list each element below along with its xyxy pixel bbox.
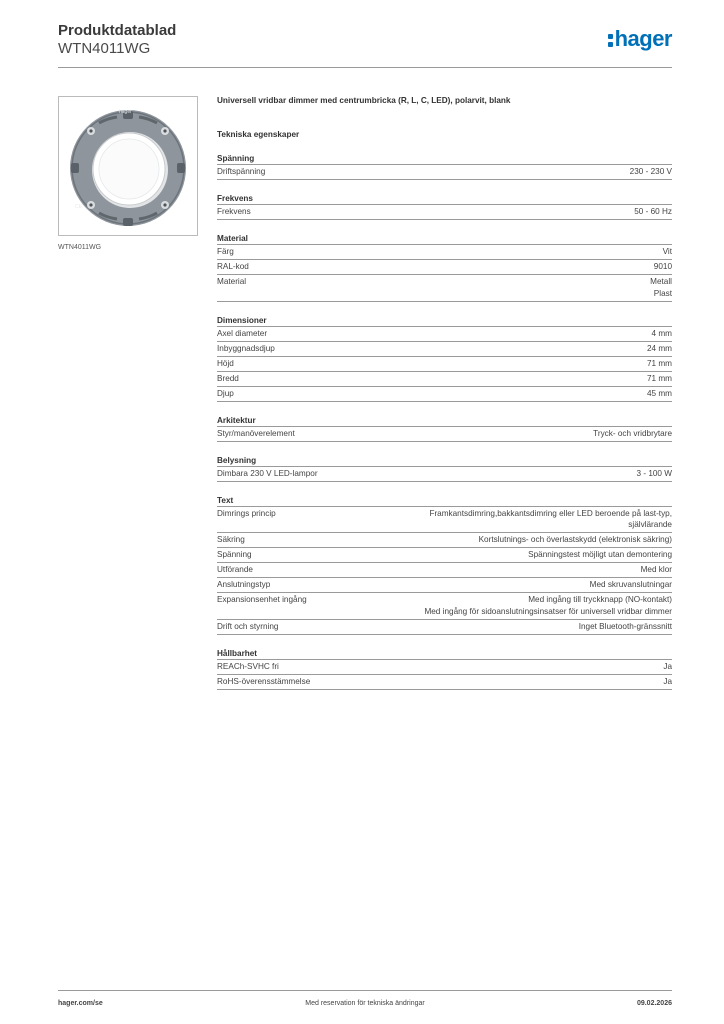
spec-value-line: Kortslutnings- och överlastskydd (elektronisk säkring) bbox=[478, 535, 672, 544]
spec-label: Bredd bbox=[217, 373, 239, 383]
spec-value bbox=[357, 328, 672, 340]
spec-group-title: Dimensioner bbox=[217, 314, 672, 327]
spec-row bbox=[217, 593, 672, 620]
section-heading-technical: Tekniska egenskaper bbox=[217, 130, 300, 139]
spec-group-title: Hållbarhet bbox=[217, 647, 672, 660]
spec-group-title: Frekvens bbox=[217, 192, 672, 205]
document-subtitle: WTN4011WG bbox=[58, 40, 151, 57]
spec-value-line: Ja bbox=[663, 661, 672, 671]
spec-label: Färg bbox=[217, 247, 234, 256]
spec-row bbox=[217, 372, 672, 387]
spec-row bbox=[217, 327, 672, 342]
spec-value-line: Plast bbox=[653, 288, 672, 298]
spec-group-title: Arkitektur bbox=[217, 414, 672, 427]
spec-label: Axel diameter bbox=[217, 328, 268, 338]
spec-row bbox=[217, 342, 672, 357]
spec-row bbox=[217, 387, 672, 402]
spec-value-line: Spänningstest möjligt utan demontering bbox=[528, 550, 672, 559]
spec-label: Styr/manöverelement bbox=[217, 428, 295, 438]
spec-value bbox=[357, 428, 672, 440]
spec-label: Utförande bbox=[217, 565, 253, 574]
product-description: Universell vridbar dimmer med centrumbricka (R, L, C, LED), polarvit, blank bbox=[217, 96, 511, 105]
logo-text: hager bbox=[614, 26, 672, 51]
spec-value bbox=[357, 206, 672, 218]
document-title: Produktdatablad bbox=[58, 22, 177, 39]
product-image-frame bbox=[58, 96, 198, 236]
spec-group-title: Spänning bbox=[217, 152, 672, 165]
spec-group-title: Material bbox=[217, 232, 672, 245]
spec-value-line: Inget Bluetooth-gränssnitt bbox=[578, 621, 672, 631]
spec-value bbox=[357, 534, 672, 546]
spec-groups bbox=[217, 152, 672, 690]
spec-row bbox=[217, 275, 672, 302]
spec-label: Drift och styrning bbox=[217, 621, 279, 631]
spec-value-line: Metall bbox=[650, 277, 672, 286]
spec-group bbox=[217, 494, 672, 635]
spec-value-line: 71 mm bbox=[646, 358, 672, 368]
spec-row bbox=[217, 620, 672, 635]
spec-value-line: 9010 bbox=[653, 262, 672, 271]
product-image-caption: WTN4011WG bbox=[58, 244, 102, 251]
spec-value bbox=[357, 246, 672, 258]
spec-label: Dimbara 230 V LED-lampor bbox=[217, 468, 318, 478]
spec-row bbox=[217, 165, 672, 180]
spec-value bbox=[357, 276, 672, 299]
spec-label: Dimrings princip bbox=[217, 508, 276, 518]
spec-group bbox=[217, 314, 672, 402]
footer-date: 09.02.2026 bbox=[636, 1000, 672, 1007]
spec-value bbox=[357, 508, 672, 531]
spec-row bbox=[217, 578, 672, 593]
spec-group bbox=[217, 232, 672, 302]
spec-value bbox=[357, 579, 672, 591]
spec-value-line: Ja bbox=[663, 676, 672, 686]
spec-group-title: Belysning bbox=[217, 454, 672, 467]
spec-group bbox=[217, 414, 672, 442]
spec-row bbox=[217, 507, 672, 534]
logo-dots-icon bbox=[608, 33, 613, 47]
spec-value bbox=[357, 373, 672, 385]
spec-content bbox=[217, 94, 672, 690]
spec-value-line: 230 - 230 V bbox=[629, 167, 672, 176]
spec-label: Djup bbox=[217, 388, 234, 398]
spec-value-line: 45 mm bbox=[646, 388, 672, 398]
spec-row bbox=[217, 427, 672, 442]
spec-row bbox=[217, 260, 672, 275]
spec-label: Frekvens bbox=[217, 207, 251, 216]
spec-label: Driftspänning bbox=[217, 167, 266, 176]
svg-text:CE: CE bbox=[75, 204, 82, 210]
spec-value bbox=[357, 621, 672, 633]
page-footer bbox=[58, 990, 672, 1012]
spec-value bbox=[357, 358, 672, 370]
spec-row bbox=[217, 660, 672, 675]
spec-label: Anslutningstyp bbox=[217, 580, 271, 589]
spec-value bbox=[357, 388, 672, 400]
spec-label: Inbyggnadsdjup bbox=[217, 343, 275, 353]
spec-label: Spänning bbox=[217, 550, 252, 559]
spec-value bbox=[357, 661, 672, 673]
spec-value bbox=[357, 564, 672, 576]
footer-website[interactable]: hager.com/se bbox=[58, 1000, 103, 1007]
spec-label: Höjd bbox=[217, 358, 234, 368]
page-header bbox=[58, 22, 672, 68]
spec-label: Säkring bbox=[217, 535, 245, 544]
plate-brand-text: hager bbox=[119, 109, 132, 115]
spec-value-line: Med ingång för sidoanslutningsinsatser för universell vridbar dimmer bbox=[424, 606, 672, 616]
dimmer-product-image bbox=[59, 97, 197, 235]
spec-value-line: 3 - 100 W bbox=[636, 468, 672, 478]
spec-group-title: Text bbox=[217, 494, 672, 507]
spec-group bbox=[217, 647, 672, 690]
spec-value bbox=[357, 343, 672, 355]
spec-value bbox=[357, 261, 672, 273]
spec-row bbox=[217, 205, 672, 220]
spec-row bbox=[217, 357, 672, 372]
spec-group bbox=[217, 454, 672, 482]
spec-label: REACh-SVHC fri bbox=[217, 661, 279, 671]
spec-value bbox=[357, 166, 672, 178]
spec-label: RoHS-överensstämmelse bbox=[217, 676, 311, 686]
footer-disclaimer: Med reservation för tekniska ändringar bbox=[305, 1000, 425, 1007]
spec-value bbox=[357, 676, 672, 688]
spec-label: Expansionsenhet ingång bbox=[217, 595, 307, 604]
spec-row bbox=[217, 467, 672, 482]
spec-row bbox=[217, 533, 672, 548]
spec-value bbox=[357, 468, 672, 480]
spec-row bbox=[217, 563, 672, 578]
spec-value bbox=[357, 594, 672, 617]
spec-label: RAL-kod bbox=[217, 262, 249, 271]
spec-group bbox=[217, 192, 672, 220]
spec-value-line: Tryck- och vridbrytare bbox=[593, 428, 672, 438]
spec-value-line: 24 mm bbox=[646, 343, 672, 353]
spec-row bbox=[217, 245, 672, 260]
spec-value-line: 71 mm bbox=[646, 373, 672, 383]
spec-value-line: Med klor bbox=[640, 565, 672, 574]
spec-value-line: Med ingång till tryckknapp (NO-kontakt) bbox=[528, 595, 672, 604]
spec-label: Material bbox=[217, 277, 247, 286]
spec-value-line: 50 - 60 Hz bbox=[634, 207, 672, 216]
spec-value-line: 4 mm bbox=[651, 328, 672, 338]
spec-value bbox=[357, 549, 672, 561]
hager-logo bbox=[608, 28, 672, 50]
spec-value-line: självlärande bbox=[628, 520, 672, 529]
spec-row bbox=[217, 548, 672, 563]
spec-value-line: Vit bbox=[662, 247, 672, 256]
spec-value-line: Framkantsdimring,bakkantsdimring eller LED beroende på last-typ, bbox=[429, 508, 672, 518]
spec-row bbox=[217, 675, 672, 690]
spec-value-line: Med skruvanslutningar bbox=[589, 580, 672, 589]
spec-group bbox=[217, 152, 672, 180]
